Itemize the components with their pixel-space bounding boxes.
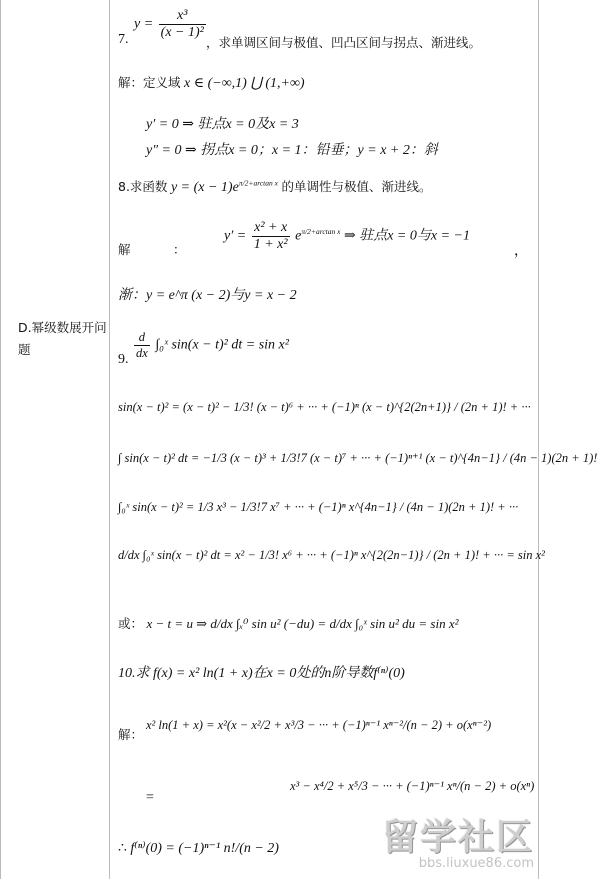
problem-7 — [118, 8, 129, 56]
problem-8-fraction-den: 1 + x² — [253, 237, 288, 252]
watermark-logo-text: 留学社区 — [381, 817, 534, 858]
problem-9-number: 9. — [118, 351, 129, 367]
problem-10-expansion-2: x³ − x⁴/2 + x⁵/3 − ··· + (−1)ⁿ⁻¹ xⁿ/(n − 2) + o(xⁿ) — [290, 779, 535, 793]
problem-9-series-2: ∫ sin(x − t)² dt = −1/3 (x − t)³ + 1/3!7 (x − t)⁷ + ··· + (−1)ⁿ⁺¹ (x − t)^{4n−1} / (4n − 1)(2n + 1)! — [118, 451, 597, 465]
problem-8-deriv-exponent: π/2+arctan x — [301, 227, 341, 237]
problem-10-therefore: ∴ — [118, 841, 127, 856]
problem-9-statement — [118, 330, 289, 367]
section-heading-line2: 题 — [18, 342, 31, 357]
problem-8-formula: y = (x − 1)e — [170, 180, 239, 195]
column-divider-right — [538, 0, 539, 879]
problem-10-derivative-value: f⁽ⁿ⁾(0) = (−1)ⁿ⁻¹ n!/(n − 2) — [130, 841, 279, 856]
problem-8-asymptotes: 渐：y = e^π (x − 2)与y = x − 2 — [118, 288, 297, 303]
problem-7-fraction-den: (x − 1)² — [160, 25, 204, 40]
problem-9-alternative — [118, 614, 459, 633]
problem-7-y: y = — [134, 16, 154, 32]
problem-10-result — [118, 840, 279, 857]
problem-7-fraction — [159, 8, 206, 41]
problem-8-sol-label: 解 — [118, 242, 131, 257]
problem-10-statement: 10.求 f(x) = x² ln(1 + x)在x = 0处的n阶导数f⁽ⁿ⁾(0) — [118, 666, 405, 681]
column-divider-left — [0, 0, 1, 879]
problem-7-derivative-1: y′ = 0 ⇒ 驻点x = 0及x = 3 — [146, 117, 299, 132]
problem-7-fraction-num: x³ — [177, 8, 188, 23]
section-heading — [18, 317, 107, 361]
problem-7-text: ，求单调区间与极值、凹凸区间与拐点、渐进线。 — [206, 35, 482, 50]
problem-8-comma: ， — [514, 244, 528, 259]
problem-8-exponent: π/2+arctan x — [238, 178, 278, 188]
section-heading-line1: D.幂级数展开问 — [18, 320, 107, 335]
problem-8-fraction-num: x² + x — [254, 220, 288, 235]
problem-10-sol-label: 解： — [118, 727, 144, 742]
problem-7-solution — [118, 73, 305, 92]
problem-8 — [118, 177, 432, 196]
problem-8-text: 的单调性与极值、渐进线。 — [281, 179, 432, 194]
column-divider-mid — [109, 0, 110, 879]
problem-8-fraction — [252, 220, 290, 253]
problem-8-stationary: ⇒ 驻点x = 0与x = −1 — [343, 228, 470, 244]
problem-9-or-label: 或： — [118, 616, 144, 631]
problem-10-expansion-1: x² ln(1 + x) = x²(x − x²/2 + x³/3 − ··· + (−1)ⁿ⁻¹ xⁿ⁻²/(n − 2) + o(xⁿ⁻²) — [146, 718, 492, 732]
problem-9-ddx: $\frac{d}{dx}$ — [136, 330, 148, 360]
problem-7-domain: x ∈ (−∞,1) ⋃ (1,+∞) — [184, 76, 305, 91]
site-watermark — [382, 809, 534, 871]
watermark-url: bbs.liuxue86.com — [418, 856, 534, 871]
problem-9-series-3: ∫₀ˣ sin(x − t)² = 1/3 x³ − 1/3!7 x⁷ + ··· + (−1)ⁿ x^{4n−1} / (4n − 1)(2n + 1)! + ··· — [118, 500, 519, 514]
problem-7-function — [134, 8, 208, 41]
problem-8-sol-colon: ： — [173, 242, 186, 257]
problem-8-derivative: y′ = $\frac{\text{x² + x}}{\text{1 + x²}}$ $e^{\pi/2+arctan x}$ ⇒ 驻点x = 0与x = −1 — [224, 220, 470, 252]
problem-8-number: 8.求函数 — [118, 179, 168, 194]
problem-7-sol-label: 解：定义域 — [118, 75, 181, 90]
problem-8-yprime: y′ = — [224, 228, 247, 244]
problem-10-equals: = — [146, 790, 154, 805]
problem-9-series-4: d/dx ∫₀ˣ sin(x − t)² dt = x² − 1/3! x⁶ + ··· + (−1)ⁿ x^{2(2n−1)} / (2n + 1)! + ··· = sin x² — [118, 548, 545, 562]
problem-9-series-1: sin(x − t)² = (x − t)² − 1/3! (x − t)⁶ + ··· + (−1)ⁿ (x − t)^{2(2n+1)} / (2n + 1)! + ··· — [118, 400, 531, 414]
problem-7-number: 7. — [118, 32, 129, 47]
problem-9-lhs: ∫₀ˣ sin(x − t)² dt = sin x² — [155, 337, 289, 353]
problem-9-substitution: x − t = u ⇒ d/dx ∫ₓ⁰ sin u² (−du) = d/dx ∫₀ˣ sin u² du = sin x² — [146, 616, 459, 631]
problem-7-derivative-2: y″ = 0 ⇒ 拐点x = 0；x = 1：铅垂；y = x + 2：斜 — [146, 143, 438, 158]
